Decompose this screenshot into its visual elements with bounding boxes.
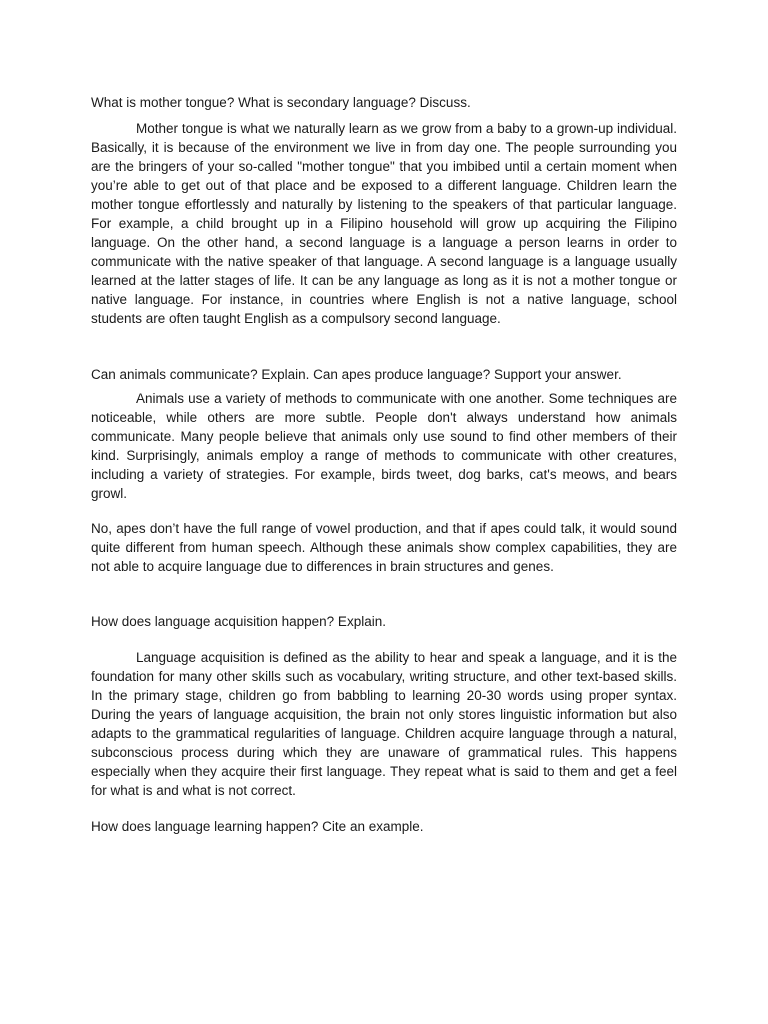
answer-paragraph: No, apes don’t have the full range of vowel production, and that if apes could talk, it would sound quite different from human speech. Although these animals show complex capabilities, they are not able to acquire language due to differences in brain structures and genes. — [91, 521, 677, 574]
question-heading: How does language acquisition happen? Explain. — [91, 614, 386, 629]
answer-paragraph: Language acquisition is defined as the ability to hear and speak a language, and it is the foundation for many other skills such as vocabulary, writing structure, and other text-based skills. In the primary stage, children go from babbling to learning 20-30 words using proper syntax. During the years of language acquisition, the brain not only stores linguistic information but also adapts to the grammatical regularities of language. Children acquire language through a natural, subconscious process during which they are unaware of grammatical rules. This happens especially when they acquire their first language. They repeat what is said to them and get a feel for what is and what is not correct. — [91, 650, 677, 798]
question-heading: How does language learning happen? Cite an example. — [91, 819, 424, 834]
question-heading: Can animals communicate? Explain. Can apes produce language? Support your answer. — [91, 367, 622, 382]
question-heading: What is mother tongue? What is secondary language? Discuss. — [91, 95, 471, 110]
document-page — [91, 93, 677, 836]
answer-paragraph: Mother tongue is what we naturally learn as we grow from a baby to a grown-up individual. Basically, it is because of the environment we live in from day one. The people surrounding you are the bringers of your so-called "mother tongue" that you imbibed until a certain moment when you’re able to get out of that place and be exposed to a different language. Children learn the mother tongue effortlessly and naturally by listening to the speakers of that particular language. For example, a child brought up in a Filipino household will grow up acquiring the Filipino language. On the other hand, a second language is a language a person learns in order to communicate with the native speaker of that language. A second language is a language usually learned at the latter stages of life. It can be any language as long as it is not a mother tongue or native language. For instance, in countries where English is not a native language, school students are often taught English as a compulsory second language. — [91, 121, 677, 326]
answer-paragraph: Animals use a variety of methods to communicate with one another. Some techniques are noticeable, while others are more subtle. People don't always understand how animals communicate. Many people believe that animals only use sound to find other members of their kind. Surprisingly, animals employ a range of methods to communicate with other creatures, including a variety of strategies. For example, birds tweet, dog barks, cat's meows, and bears growl. — [91, 391, 677, 501]
